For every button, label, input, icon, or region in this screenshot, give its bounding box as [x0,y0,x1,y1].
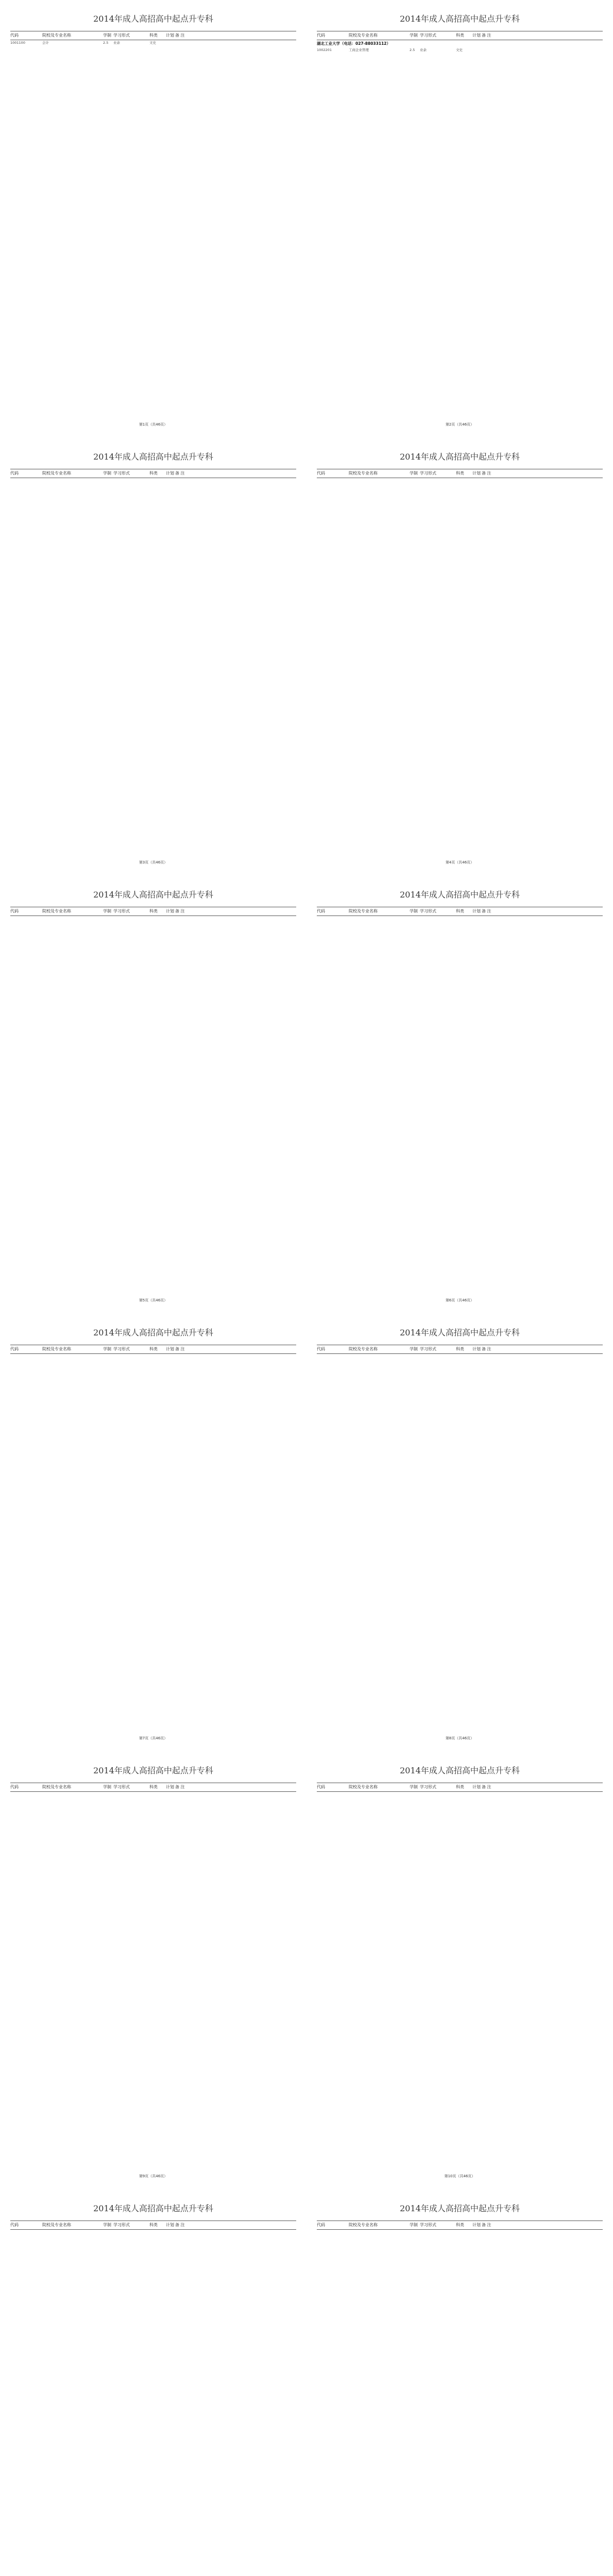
header-category: 科类 [149,909,158,913]
table-header [10,1783,296,1792]
table-header [10,469,296,478]
table-body [317,40,603,53]
page-sheet [306,0,613,433]
header-category: 科类 [149,1347,158,1351]
header-study-type: 学习形式 [113,1347,130,1351]
table-row [317,47,603,53]
table-body [10,40,296,46]
page-title: 2014年成人高招高中起点升专科 [93,452,213,462]
header-study-type: 学习形式 [420,2223,436,2227]
page-sheet [306,438,613,871]
page-sheet [306,876,613,1309]
plan-count [165,40,175,46]
header-plan: 计划 [166,2223,174,2227]
header-plan: 计划 [472,1785,481,1789]
header-code: 代码 [10,33,19,38]
admissions-table [317,1783,603,1792]
category: 文史 [456,48,463,52]
header-years: 学制 [410,2223,418,2227]
years: 2.5 [103,41,109,45]
header-plan: 计划 [472,2223,481,2227]
header-years: 学制 [103,909,111,913]
header-name: 院校及专业名称 [42,2223,71,2227]
major-name: 工商企业管理 [349,48,369,52]
school-heading: 湖北工业大学（电话：027-88033112） [317,41,391,46]
header-plan: 计划 [166,1347,174,1351]
page-title: 2014年成人高招高中起点升专科 [93,2204,213,2213]
page-footer: 第9页（共46页） [139,2174,168,2178]
page-footer: 第8页（共46页） [445,1736,474,1740]
header-code: 代码 [10,471,19,476]
page-spread [0,0,613,433]
header-study-type: 学习形式 [420,471,436,476]
table-header [10,1345,296,1354]
header-years: 学制 [410,33,418,38]
header-note: 备 注 [175,1347,185,1351]
admissions-table [10,1345,296,1354]
header-name: 院校及专业名称 [42,471,71,476]
admissions-table [317,469,603,478]
header-category: 科类 [149,471,158,476]
header-study-type: 学习形式 [113,33,130,38]
page-title: 2014年成人高招高中起点升专科 [400,2204,520,2213]
header-study-type: 学习形式 [113,909,130,913]
header-note: 备 注 [482,2223,491,2227]
category: 文史 [149,41,156,45]
page-footer: 第1页（共46页） [139,422,168,427]
header-name: 院校及专业名称 [42,909,71,913]
header-study-type: 学习形式 [113,1785,130,1789]
page-title: 2014年成人高招高中起点升专科 [400,1766,520,1775]
page-footer: 第4页（共46页） [445,860,474,865]
page-sheet [0,0,306,433]
header-plan: 计划 [166,471,174,476]
admissions-table [10,1783,296,1792]
header-code: 代码 [10,1347,19,1351]
note [482,47,603,53]
page-sheet [0,438,306,871]
header-study-type: 学习形式 [420,909,436,913]
header-code: 代码 [10,2223,19,2227]
page-footer: 第6页（共46页） [445,1298,474,1302]
page-footer: 第5页（共46页） [139,1298,168,1302]
header-note: 备 注 [175,2223,185,2227]
header-category: 科类 [456,33,464,38]
study-type: 业余 [420,48,427,52]
header-study-type: 学习形式 [420,33,436,38]
header-code: 代码 [317,1785,325,1789]
page-title: 2014年成人高招高中起点升专科 [400,890,520,900]
header-years: 学制 [410,1785,418,1789]
page-sheet [0,876,306,1309]
header-note: 备 注 [482,909,491,913]
header-name: 院校及专业名称 [349,2223,378,2227]
admissions-table [10,907,296,916]
header-name: 院校及专业名称 [349,1347,378,1351]
table-header [10,2221,296,2230]
header-study-type: 学习形式 [113,2223,130,2227]
page-sheet [306,1314,613,1747]
header-note: 备 注 [482,33,491,38]
page-title: 2014年成人高招高中起点升专科 [400,1328,520,1337]
header-plan: 计划 [472,909,481,913]
header-years: 学制 [103,33,111,38]
table-header [317,1783,603,1792]
header-note: 备 注 [175,1785,185,1789]
header-category: 科类 [456,2223,464,2227]
header-category: 科类 [149,33,158,38]
header-code: 代码 [317,1347,325,1351]
page-spread [0,438,613,871]
header-name: 院校及专业名称 [42,1347,71,1351]
table-header [10,31,296,40]
major-name: 会计 [42,41,49,45]
page-footer: 第7页（共46页） [139,1736,168,1740]
admissions-table [317,2221,603,2230]
note [175,40,296,46]
header-name: 院校及专业名称 [349,471,378,476]
header-plan: 计划 [166,1785,174,1789]
header-years: 学制 [410,909,418,913]
header-plan: 计划 [166,33,174,38]
header-years: 学制 [103,471,111,476]
table-row [10,40,296,46]
admissions-table [10,2221,296,2230]
header-note: 备 注 [482,1347,491,1351]
header-code: 代码 [317,471,325,476]
admissions-table [10,469,296,478]
admissions-table [10,31,296,46]
table-header [10,907,296,916]
header-note: 备 注 [175,471,185,476]
admissions-table [317,31,603,53]
header-study-type: 学习形式 [420,1347,436,1351]
header-category: 科类 [456,909,464,913]
page-sheet [0,1752,306,2185]
years: 2.5 [410,48,415,52]
header-code: 代码 [317,2223,325,2227]
header-plan: 计划 [472,33,481,38]
header-name: 院校及专业名称 [42,33,71,38]
header-years: 学制 [410,471,418,476]
page-footer: 第3页（共46页） [139,860,168,865]
header-name: 院校及专业名称 [349,1785,378,1789]
header-note: 备 注 [175,33,185,38]
header-category: 科类 [456,1785,464,1789]
header-years: 学制 [103,1785,111,1789]
header-study-type: 学习形式 [420,1785,436,1789]
header-code: 代码 [10,909,19,913]
header-category: 科类 [149,2223,158,2227]
page-sheet [306,2190,613,2576]
plan-count [471,47,482,53]
page-spread [0,2190,613,2576]
header-plan: 计划 [166,909,174,913]
admissions-table [317,1345,603,1354]
header-years: 学制 [103,1347,111,1351]
header-study-type: 学习形式 [113,471,130,476]
table-header [317,469,603,478]
header-name: 院校及专业名称 [42,1785,71,1789]
page-spread [0,876,613,1309]
header-code: 代码 [10,1785,19,1789]
table-header [317,907,603,916]
page-sheet [0,1314,306,1747]
table-header [317,1345,603,1354]
header-note: 备 注 [175,909,185,913]
major-code: 1001100 [10,41,25,45]
header-category: 科类 [456,1347,464,1351]
page-title: 2014年成人高招高中起点升专科 [400,14,520,24]
header-name: 院校及专业名称 [349,33,378,38]
page-spread [0,1752,613,2185]
header-name: 院校及专业名称 [349,909,378,913]
header-plan: 计划 [472,471,481,476]
header-years: 学制 [410,1347,418,1351]
page-spread [0,1314,613,1747]
page-footer: 第10页（共46页） [444,2174,475,2178]
study-type: 业余 [113,41,120,45]
header-code: 代码 [317,33,325,38]
page-title: 2014年成人高招高中起点升专科 [93,1766,213,1775]
header-note: 备 注 [482,1785,491,1789]
header-category: 科类 [149,1785,158,1789]
table-header [317,31,603,40]
page-sheet [306,1752,613,2185]
page-title: 2014年成人高招高中起点升专科 [400,452,520,462]
header-plan: 计划 [472,1347,481,1351]
header-years: 学制 [103,2223,111,2227]
header-note: 备 注 [482,471,491,476]
table-header [317,2221,603,2230]
admissions-table [317,907,603,916]
page-footer: 第2页（共46页） [445,422,474,427]
page-title: 2014年成人高招高中起点升专科 [93,1328,213,1337]
major-code: 1002201 [317,48,332,52]
page-title: 2014年成人高招高中起点升专科 [93,890,213,900]
header-code: 代码 [317,909,325,913]
page-sheet [0,2190,306,2576]
header-category: 科类 [456,471,464,476]
page-title: 2014年成人高招高中起点升专科 [93,14,213,24]
